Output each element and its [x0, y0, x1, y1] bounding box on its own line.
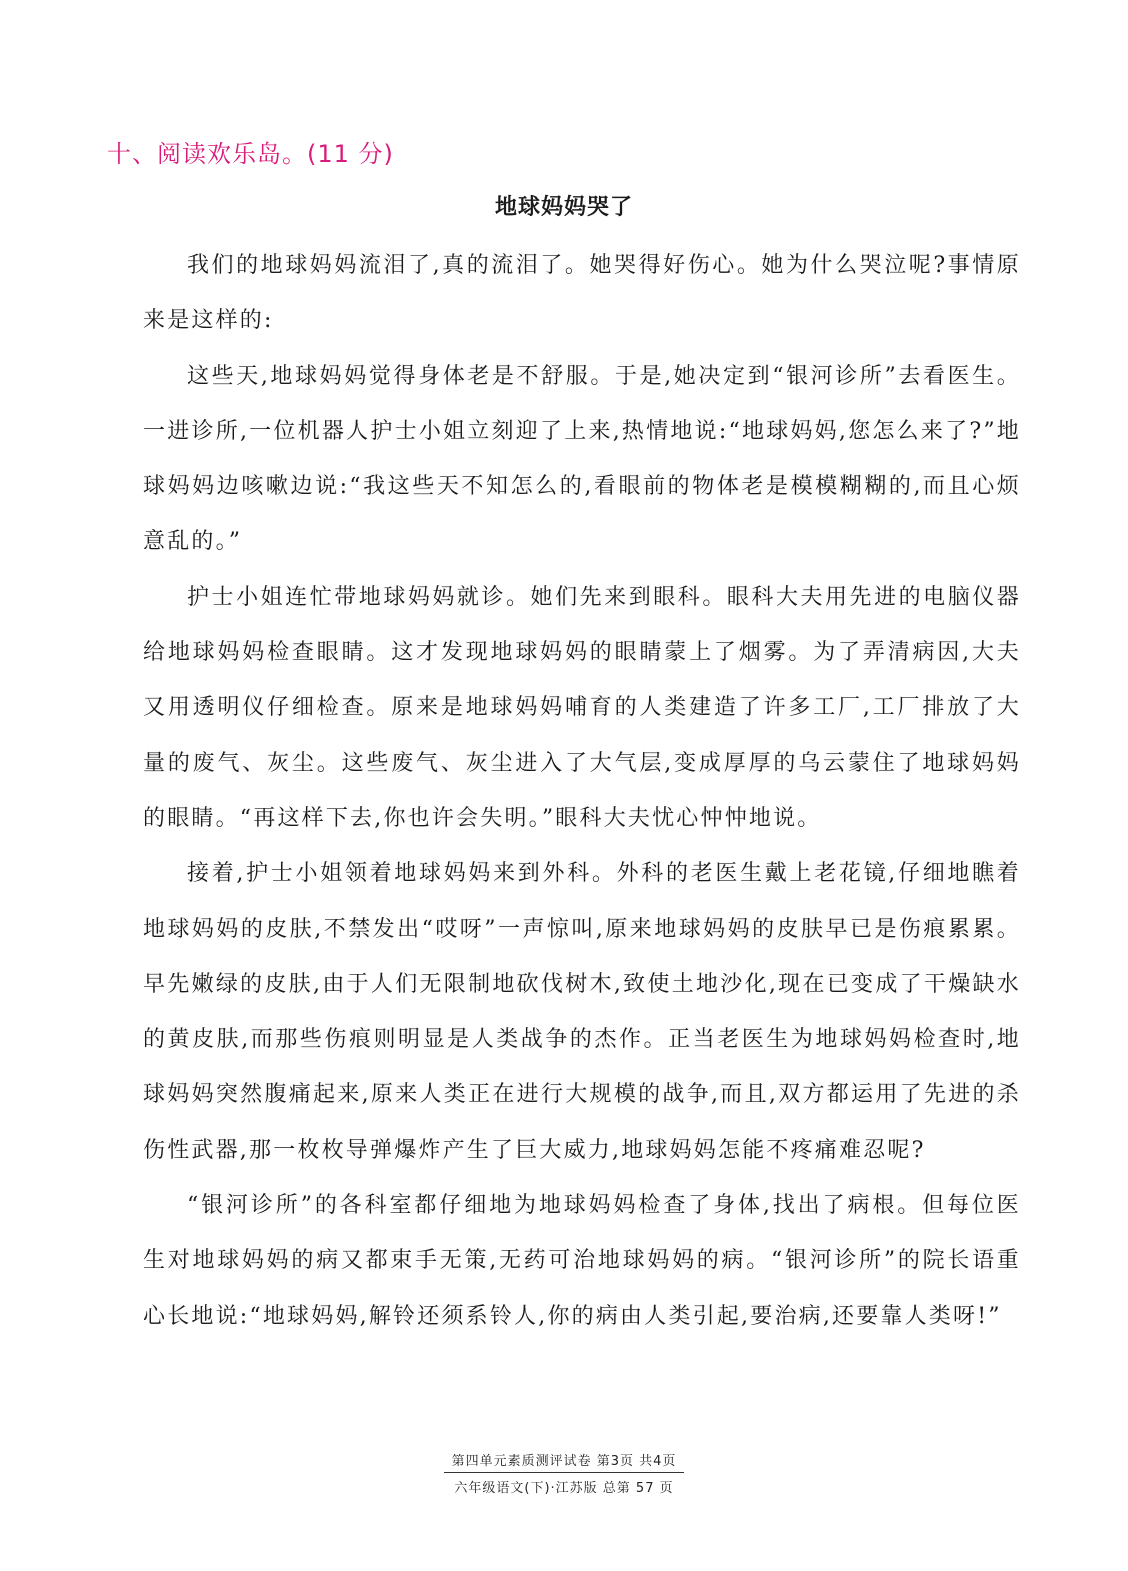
story-paragraph-3: 护士小姐连忙带地球妈妈就诊。她们先来到眼科。眼科大夫用先进的电脑仪器给地球妈妈检查眼睛。这才发现地球妈妈的眼睛蒙上了烟雾。为了弄清病因,大夫又用透明仪仔细检查。原来是地球妈妈哺育的人类建造了许多工厂,工厂排放了大量的废气、灰尘。这些废气、灰尘进入了大气层,变成厚厚的乌云蒙住了地球妈妈的眼睛。“再这样下去,你也许会失明。”眼科大夫忧心忡忡地说。 — [143, 584, 1021, 831]
story-paragraph-1: 我们的地球妈妈流泪了,真的流泪了。她哭得好伤心。她为什么哭泣呢?事情原来是这样的: — [143, 253, 1021, 334]
footer-book-info: 六年级语文(下)·江苏版 总第 57 页 — [454, 1481, 674, 1496]
section-heading: 十、阅读欢乐岛。(11 分) — [107, 140, 394, 168]
footer-test-info: 第四单元素质测评试卷 第3页 共4页 — [444, 1450, 685, 1473]
story-paragraph-4: 接着,护士小姐领着地球妈妈来到外科。外科的老医生戴上老花镜,仔细地瞧着地球妈妈的皮肤,不禁发出“哎呀”一声惊叫,原来地球妈妈的皮肤早已是伤痕累累。早先嫩绿的皮肤,由于人们无限制地砍伐树木,致使土地沙化,现在已变成了干燥缺水的黄皮肤,而那些伤痕则明显是人类战争的杰作。正当老医生为地球妈妈检查时,地球妈妈突然腹痛起来,原来人类正在进行大规模的战争,而且,双方都运用了先进的杀伤性武器,那一枚枚导弹爆炸产生了巨大威力,地球妈妈怎能不疼痛难忍呢? — [143, 861, 1021, 1163]
story-paragraph-2: 这些天,地球妈妈觉得身体老是不舒服。于是,她决定到“银河诊所”去看医生。一进诊所,一位机器人护士小姐立刻迎了上来,热情地说:“地球妈妈,您怎么来了?”地球妈妈边咳嗽边说:“我这些天不知怎么的,看眼前的物体老是模模糊糊的,而且心烦意乱的。” — [143, 363, 1021, 555]
story-title: 地球妈妈哭了 — [494, 195, 633, 220]
story-body — [143, 238, 1021, 1344]
story-paragraph-5: “银河诊所”的各科室都仔细地为地球妈妈检查了身体,找出了病根。但每位医生对地球妈妈的病又都束手无策,无药可治地球妈妈的病。“银河诊所”的院长语重心长地说:“地球妈妈,解铃还须系铃人,你的病由人类引起,要治病,还要靠人类呀!” — [143, 1193, 1021, 1329]
page-footer — [0, 1450, 1128, 1496]
